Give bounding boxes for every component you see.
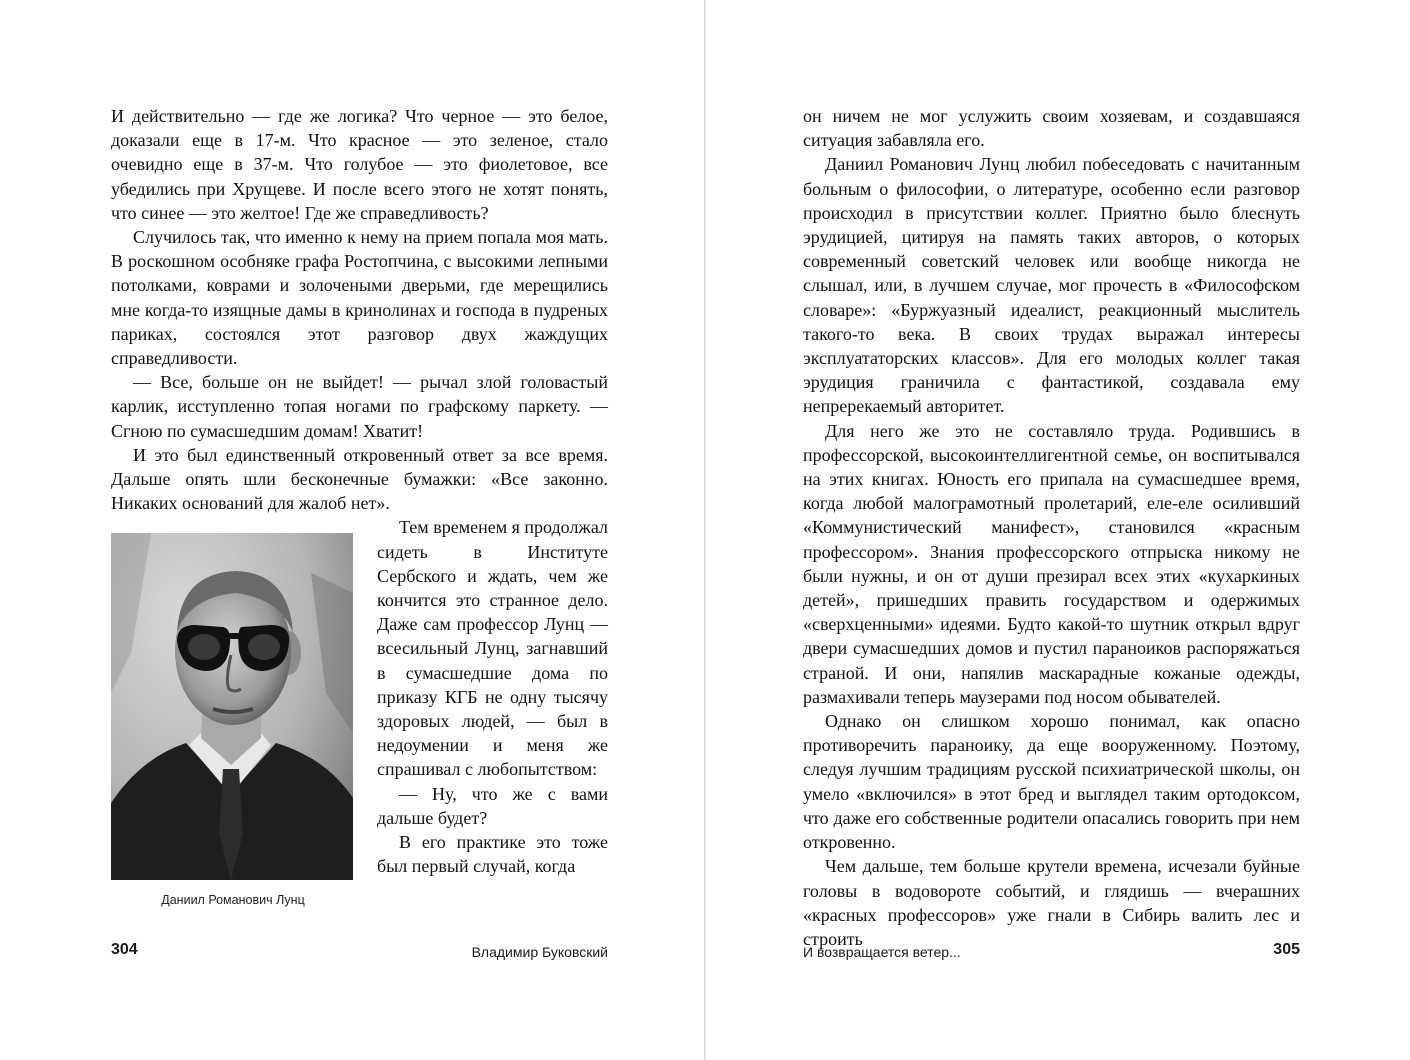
paragraph: В его практике это тоже был первый случай, когда [377,832,608,877]
paragraph: Случилось так, что именно к нему на прием попала моя мать. В роскошном особняке графа Ростопчина, с высокими лепными потолками, коврами и золочеными дверьми, где мерещились мне когда-то изящные дамы в кринолинах и господа в пудреных париках, состоялся этот разговор двух жаждущих справедливости. [111,227,608,369]
paragraph: И это был единственный откровенный ответ за все время. Дальше опять шли бесконечные бумажки: «Все законно. Никаких оснований для жалоб нет». [111,444,608,514]
paragraph: — Все, больше он не выйдет! — рычал злой головастый карлик, исступленно топая ногами по графскому паркету. — Сгною по сумасшедшим домам! Хватит! [111,372,608,441]
left-page-text [111,104,608,913]
running-head-title: И возвращается ветер... [803,944,961,960]
portrait-photo [111,533,353,880]
paragraph: И действительно — где же логика? Что черное — это белое, доказали еще в 17-м. Что красное — это зеленое, стало очевидно еще в 37-м. Что голубое — это фиолетовое, все убедились при Хрущеве. И после всего этого не хотят понять, что синее — это желтое! Где же справедливость? [111,106,608,223]
left-page [0,0,704,1060]
portrait-figure [111,533,355,912]
paragraph: — Ну, что же с вами дальше будет? [377,783,608,828]
paragraph: Чем дальше, тем больше крутели времена, исчезали буйные головы в водовороте событий, и глядишь — вчерашних «красных профессоров» уже гнали в Сибирь валить лес и строить [803,856,1300,949]
paragraph: Тем временем я продолжал сидеть в Институте Сербского и ждать, чем же кончится это странное дело. Даже сам профессор Лунц — всесильный Лунц, загнавший в сумасшедшие дома по приказу КГБ не одну тысячу здоровых людей, — был в недоумении и меня же спрашивал с любопытством: [377,517,608,780]
paragraph: Однако он слишком хорошо понимал, как опасно противоречить параноику, да еще вооруженному. Поэтому, следуя лучшим традициям русской психиатрической школы, он умело «включился» в этот бред и выглядел таким ортодоксом, что даже его собственные родители опасались говорить при нем откровенно. [803,711,1300,853]
photo-caption: Даниил Романович Лунц [161,893,305,908]
right-page [706,0,1410,1060]
paragraph: Для него же это не составляло труда. Родившись в профессорской, высокоинтеллигентной семье, он воспитывался на этих книгах. Юность его припала на сумасшедшее время, когда любой малограмотный пролетарий, еле-еле осиливший «Коммунистический манифест», становился «красным профессором». Знания профессорского отпрыска никому не были нужны, и он от души презирал всех этих «кухаркиных детей», пришедших править государством и одержимых «сверхценными» идеями. Будто какой-то шутник открыл вдруг двери сумасшедших домов и пустил параноиков распоряжаться страной. И они, напялив маскарадные кожаные одежды, размахивали теперь маузерами под носом обывателей. [803,420,1300,707]
paragraph: Даниил Романович Лунц любил побеседовать с начитанным больным о философии, о литературе, особенно если разговор происходил в присутствии коллег. Приятно было блеснуть эрудицией, цитируя на память таких авторов, о которых современный советский человек или вообще никогда не слышал, или, в лучшем случае, мог прочесть в «Философском словаре»: «Буржуазный идеалист, реакционный мыслитель такого-то века. В своих трудах выражал интересы эксплуататорских классов». Для его молодых коллег такая эрудиция граничила с фантастикой, создавала ему непререкаемый авторитет. [803,154,1300,417]
right-page-text [803,104,1300,951]
running-head-author: Владимир Буковский [471,944,608,960]
page-number-left: 304 [111,941,138,958]
paragraph: он ничем не мог услужить своим хозяевам, и создавшаяся ситуация забавляла его. [803,106,1300,151]
page-number-right: 305 [1273,941,1300,958]
